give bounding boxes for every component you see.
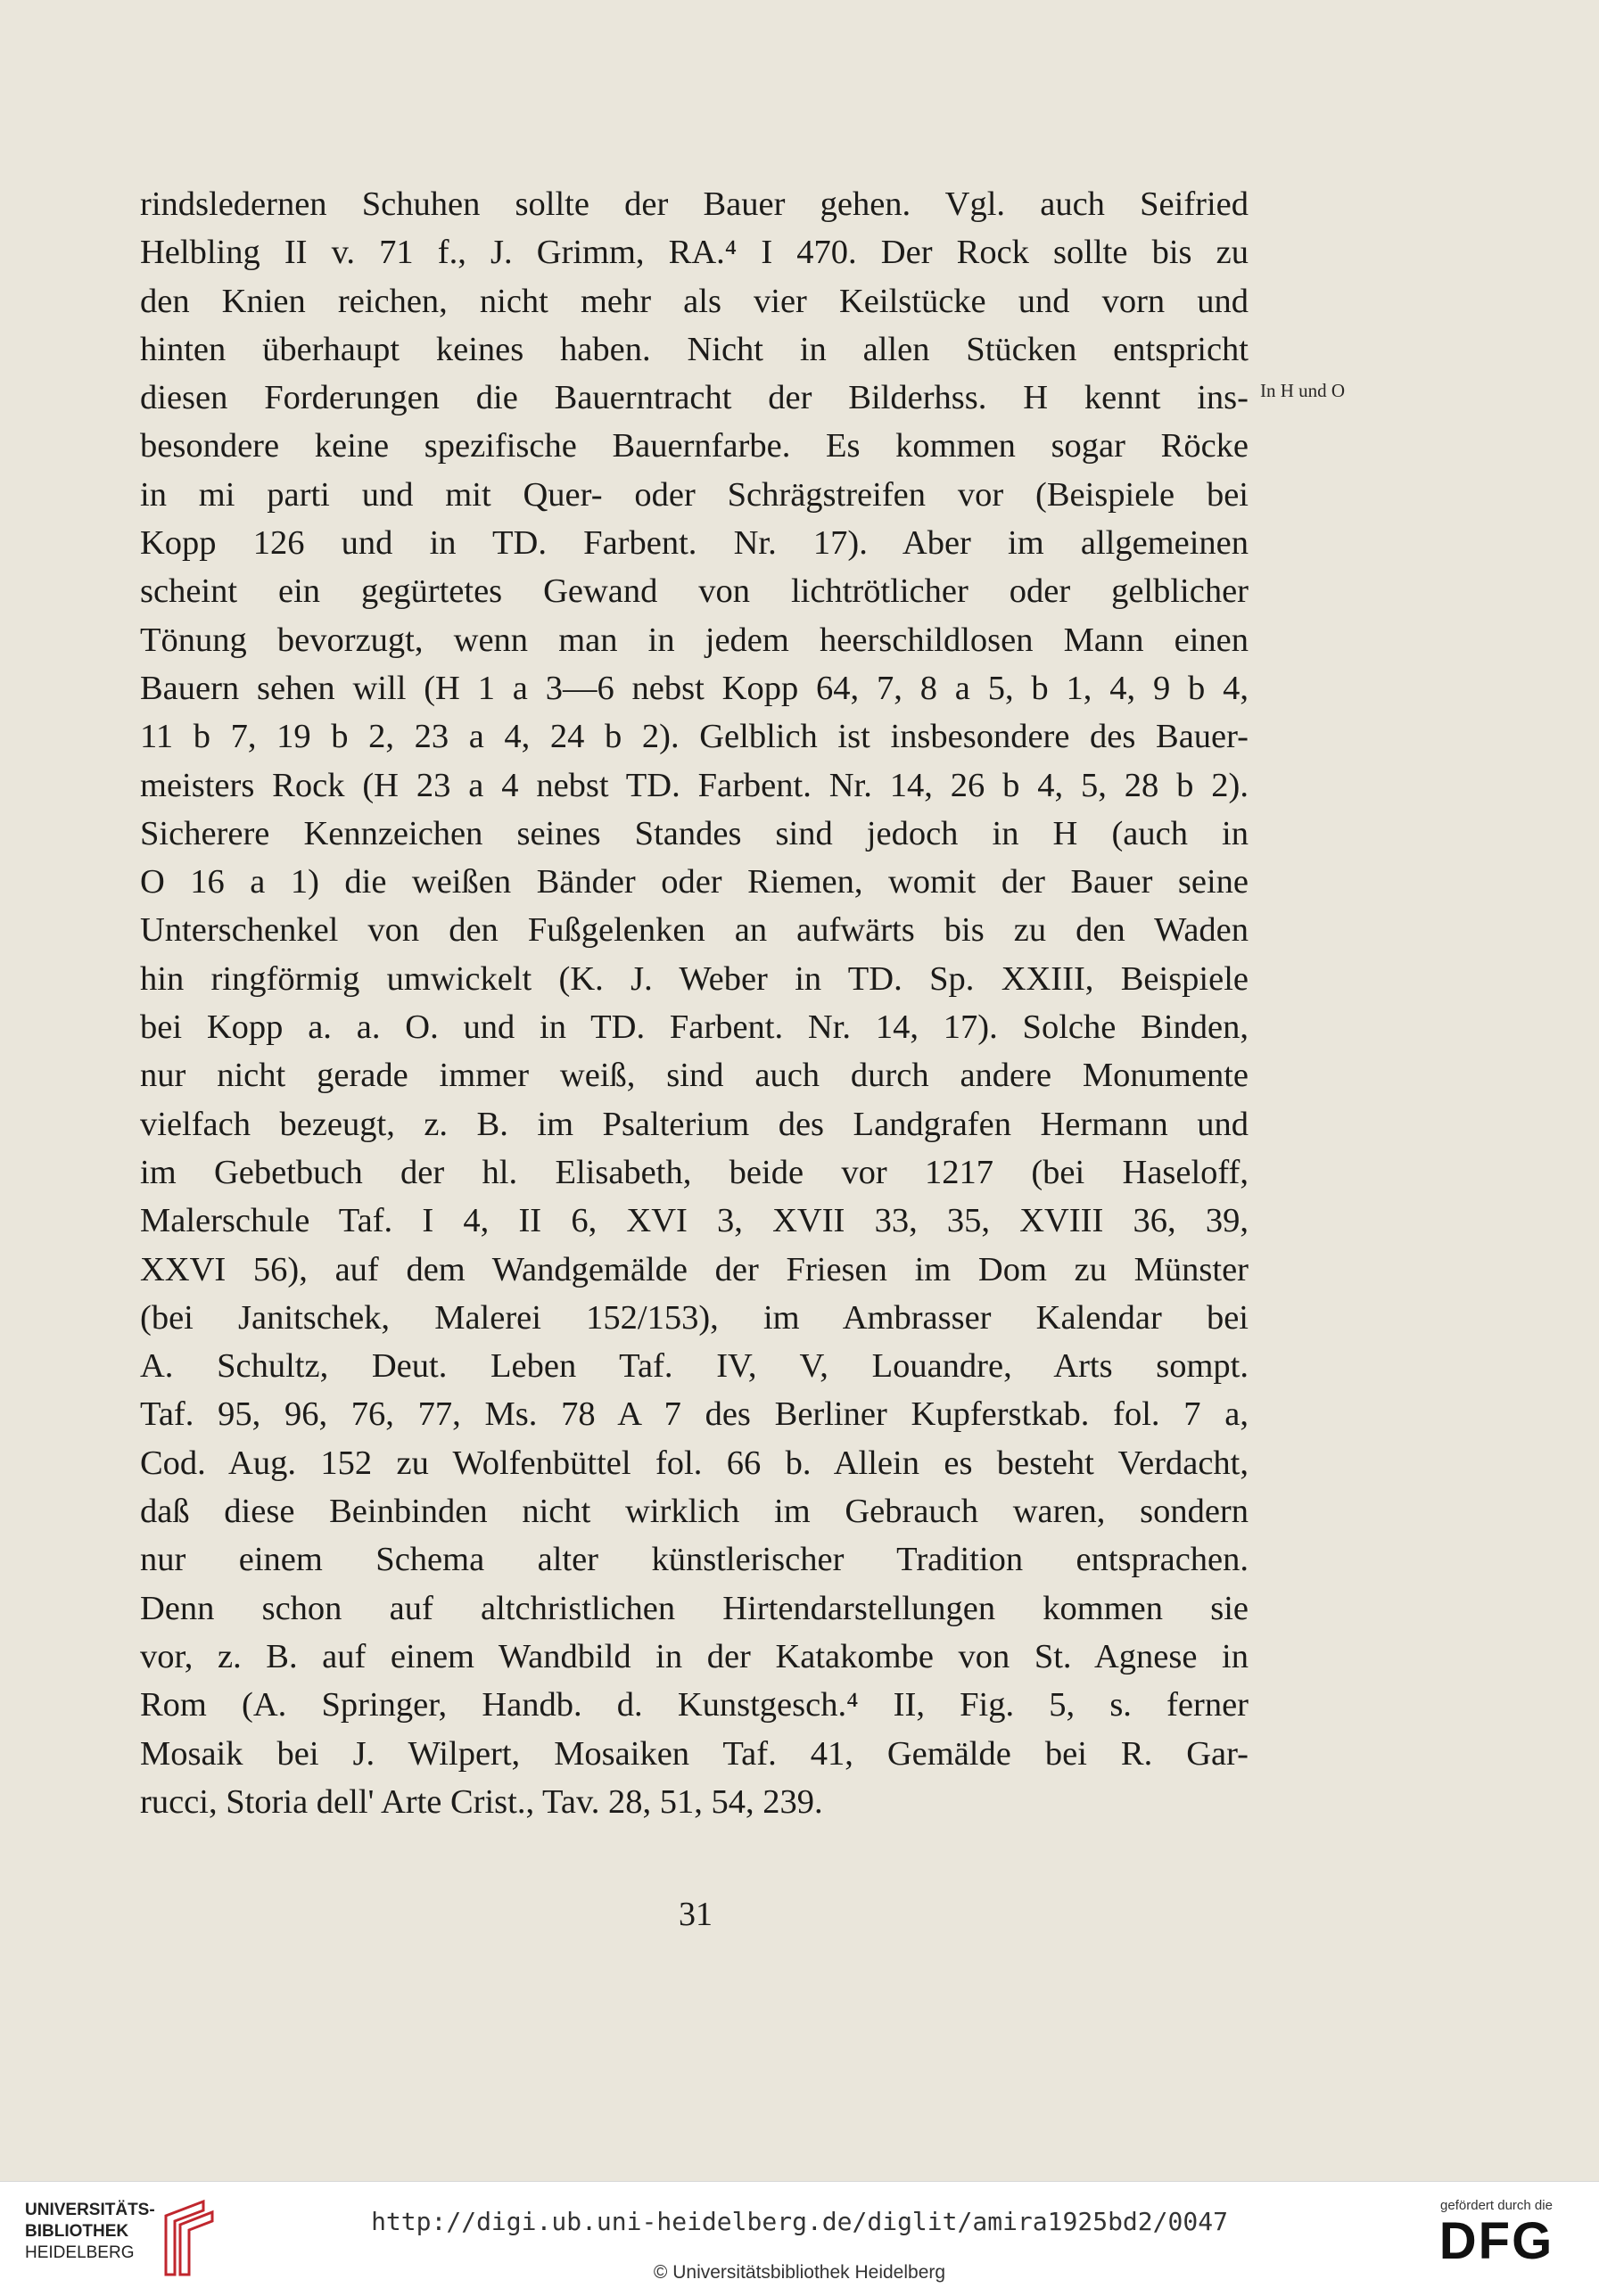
dfg-logo: DFG [1438,2212,1554,2270]
text-line: (bei Janitschek, Malerei 152/153), im Ambrasser Kalendar bei [140,1298,1249,1337]
text-line: Sicherere Kennzeichen seines Standes sind jedoch in H (auch in [140,814,1249,852]
text-line: meisters Rock (H 23 a 4 nebst TD. Farbent. Nr. 14, 26 b 4, 5, 28 b 2). [140,766,1249,804]
text-line: vor, z. B. auf einem Wandbild in der Katakombe von St. Agnese in [140,1637,1249,1675]
text-line: in mi parti und mit Quer- oder Schrägstreifen vor (Beispiele bei [140,475,1249,514]
dfg-caption: gefördert durch die [1440,2198,1553,2213]
text-line: rucci, Storia dell' Arte Crist., Tav. 28, 51, 54, 239. [140,1782,823,1821]
library-name-line: UNIVERSITÄTS- [25,2201,155,2219]
text-line: rindsledernen Schuhen sollte der Bauer gehen. Vgl. auch Seifried [140,185,1249,223]
text-line: Rom (A. Springer, Handb. d. Kunstgesch.⁴ II, Fig. 5, s. ferner [140,1686,1249,1724]
text-line: XXVI 56), auf dem Wandgemälde der Friesen im Dom zu Münster [140,1250,1249,1288]
text-line: Malerschule Taf. I 4, II 6, XVI 3, XVII 33, 35, XVIII 36, 39, [140,1202,1249,1240]
text-line: hinten überhaupt keines haben. Nicht in allen Stücken entspricht [140,330,1249,368]
dfg-badge [1416,2198,1577,2270]
text-line: Unterschenkel von den Fußgelenken an aufwärts bis zu den Waden [140,911,1249,950]
text-line: besondere keine spezifische Bauernfarbe. Es kommen sogar Röcke [140,427,1249,465]
text-line: Taf. 95, 96, 76, 77, Ms. 78 A 7 des Berliner Kupferstkab. fol. 7 a, [140,1395,1249,1434]
text-line: daß diese Beinbinden nicht wirklich im Gebrauch waren, sondern [140,1493,1249,1531]
permalink-url[interactable]: http://digi.ub.uni-heidelberg.de/diglit/amira1925bd2/0047 [371,2207,1228,2236]
text-line: A. Schultz, Deut. Leben Taf. IV, V, Louandre, Arts sompt. [140,1347,1249,1386]
margin-note: In H und O [1260,380,1346,401]
library-name-line: BIBLIOTHEK [25,2222,129,2241]
text-line: 11 b 7, 19 b 2, 23 a 4, 24 b 2). Gelblich ist insbesondere des Bauer- [140,718,1249,756]
text-line: nur einem Schema alter künstlerischer Tradition entsprachen. [140,1541,1249,1579]
text-line: Bauern sehen will (H 1 a 3—6 nebst Kopp 64, 7, 8 a 5, b 1, 4, 9 b 4, [140,669,1249,707]
text-line: scheint ein gegürtetes Gewand von lichtrötlicher oder gelblicher [140,572,1249,611]
text-line: Kopp 126 und in TD. Farbent. Nr. 17). Aber im allgemeinen [140,524,1249,563]
text-line: Denn schon auf altchristlichen Hirtendarstellungen kommen sie [140,1589,1249,1627]
copyright-notice: © Universitätsbibliothek Heidelberg [653,2262,946,2283]
page-number: 31 [679,1896,713,1933]
text-line: Tönung bevorzugt, wenn man in jedem heerschildlosen Mann einen [140,621,1249,659]
text-line: hin ringförmig umwickelt (K. J. Weber in TD. Sp. XXIII, Beispiele [140,959,1249,998]
text-line: Helbling II v. 71 f., J. Grimm, RA.⁴ I 470. Der Rock sollte bis zu [140,234,1249,272]
text-line: bei Kopp a. a. O. und in TD. Farbent. Nr. 14, 17). Solche Binden, [140,1008,1249,1047]
text-line: den Knien reichen, nicht mehr als vier Keilstücke und vorn und [140,282,1249,320]
library-name-line: HEIDELBERG [25,2243,135,2262]
text-line: O 16 a 1) die weißen Bänder oder Riemen, womit der Bauer seine [140,863,1249,901]
text-line: diesen Forderungen die Bauerntracht der Bilderhss. H kennt ins- [140,379,1249,417]
footer-bar [0,2181,1599,2296]
text-line: Cod. Aug. 152 zu Wolfenbüttel fol. 66 b. Allein es besteht Verdacht, [140,1444,1249,1482]
text-line: Mosaik bei J. Wilpert, Mosaiken Taf. 41, Gemälde bei R. Gar- [140,1734,1249,1773]
text-line: im Gebetbuch der hl. Elisabeth, beide vor 1217 (bei Haseloff, [140,1153,1249,1191]
body-text [140,180,1249,1826]
text-line: nur nicht gerade immer weiß, sind auch durch andere Monumente [140,1057,1249,1095]
text-line: vielfach bezeugt, z. B. im Psalterium des Landgrafen Hermann und [140,1105,1249,1143]
